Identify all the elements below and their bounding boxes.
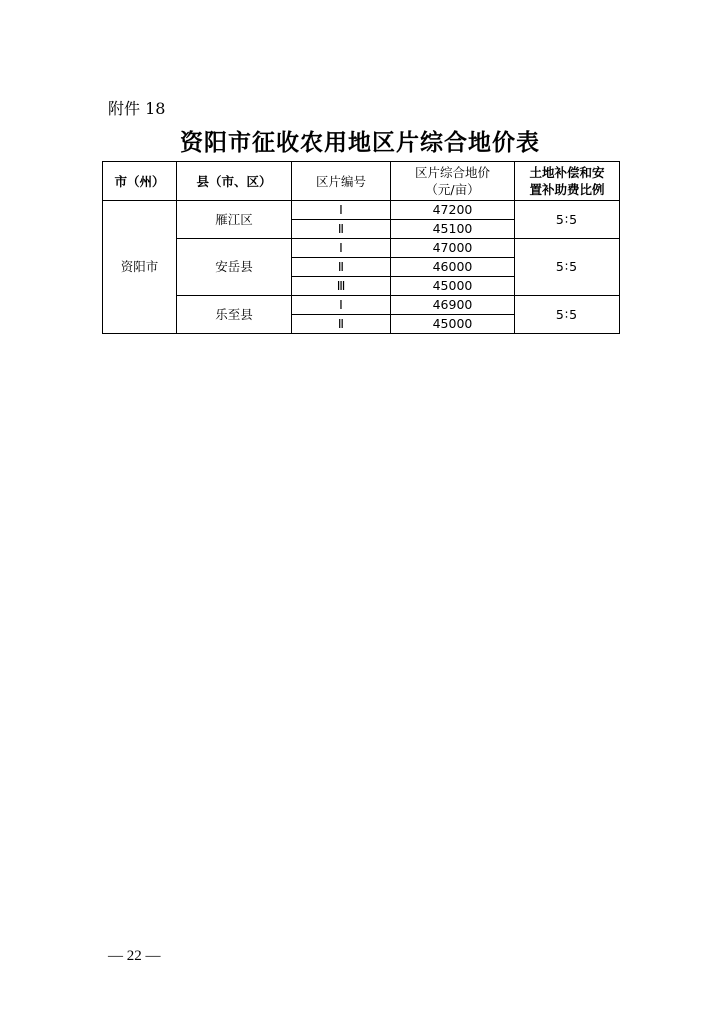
header-county: 县（市、区） — [177, 162, 292, 201]
zone-code-cell: Ⅰ — [292, 201, 391, 220]
header-price — [391, 162, 515, 201]
header-ratio-line2: 置补助费比例 — [529, 182, 605, 197]
ratio-cell: 5∶5 — [515, 296, 620, 334]
header-city: 市（州） — [103, 162, 177, 201]
ratio-cell: 5∶5 — [515, 239, 620, 296]
price-cell: 46900 — [391, 296, 515, 315]
city-cell: 资阳市 — [103, 201, 177, 334]
ratio-cell: 5∶5 — [515, 201, 620, 239]
header-ratio — [515, 162, 620, 201]
price-cell: 45100 — [391, 220, 515, 239]
county-cell: 安岳县 — [177, 239, 292, 296]
table-row — [103, 296, 620, 315]
zone-code-cell: Ⅱ — [292, 315, 391, 334]
page-number: — 22 — — [108, 948, 161, 964]
zone-code-cell: Ⅰ — [292, 296, 391, 315]
price-cell: 45000 — [391, 315, 515, 334]
price-cell: 47200 — [391, 201, 515, 220]
zone-code-cell: Ⅰ — [292, 239, 391, 258]
price-cell: 46000 — [391, 258, 515, 277]
price-cell: 47000 — [391, 239, 515, 258]
zone-code-cell: Ⅱ — [292, 220, 391, 239]
attachment-label: 附件 18 — [108, 99, 166, 118]
header-price-line1: 区片综合地价 — [414, 165, 490, 180]
table-row — [103, 201, 620, 220]
county-cell: 雁江区 — [177, 201, 292, 239]
table-header-row — [103, 162, 620, 201]
county-cell: 乐至县 — [177, 296, 292, 334]
page-title: 资阳市征收农用地区片综合地价表 — [180, 129, 540, 156]
price-cell: 45000 — [391, 277, 515, 296]
header-zone-code: 区片编号 — [292, 162, 391, 201]
table-row — [103, 239, 620, 258]
land-price-table — [102, 161, 620, 334]
header-price-line2: （元/亩） — [425, 182, 480, 197]
zone-code-cell: Ⅱ — [292, 258, 391, 277]
zone-code-cell: Ⅲ — [292, 277, 391, 296]
header-ratio-line1: 土地补偿和安 — [529, 165, 605, 180]
